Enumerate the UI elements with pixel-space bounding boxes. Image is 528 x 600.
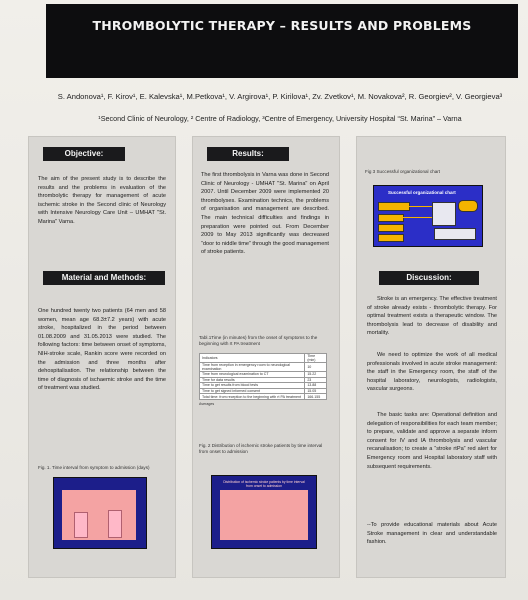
org-connector [402, 217, 432, 218]
authors-line: S. Andonova¹, F. Kirov¹, E. Kalevska¹, M.Petkova¹, V. Argirova¹, P. Kirilova¹, Zv. Zvetkov¹, M. Novakova², R. Georgiev², V. Georgieva³ [57, 92, 503, 101]
table-cell: 15.05 [305, 388, 327, 394]
table-header-cell: Indicators [200, 354, 305, 363]
org-badge [458, 200, 478, 212]
fig2-chart-title: Distribution of ischemic stroke patients by time interval from onset to admission [223, 480, 305, 488]
discussion-paragraph-2: We need to optimize the work of all medical professionals involved in acute stroke management: the staff in the Emergency room, the staff of the hospital laboratory, neurologists, radiologists, vascular surgeons. [367, 352, 497, 393]
fig1-caption: Fig. 1. Time interval from symptom to admission (days) [38, 465, 150, 470]
results-text: The first thrombolysis in Varna was done in Second Clinic of Neurology - UMHAT "St. Marina" on April 2007. Until December 2009 were implemented 20 thrombolyses. Examination technics, the problems of organisation and management are described. The main technical difficulties and findings in preparation were pointed out. From December 2009 to May 2013 significantly was decreased “door to niddle time” through the good management of stroke patients. [201, 172, 329, 256]
fig1-plot-area [62, 490, 136, 540]
table-row [200, 372, 327, 378]
methods-heading: Material and Methods: [43, 271, 165, 285]
fig3-chart-title: Successful organizational chart [388, 190, 456, 195]
table-cell: Time for data results [200, 377, 305, 383]
fig3-org-chart [373, 185, 483, 247]
column-middle [192, 136, 340, 578]
table-cell: Time to get signed informed consent [200, 388, 305, 394]
table-cell: Time to get results from blood tests [200, 383, 305, 389]
org-node [432, 202, 456, 226]
fig2-chart [211, 475, 317, 549]
results-heading: Results: [207, 147, 289, 161]
poster-title: THROMBOLYTIC THERAPY – RESULTS AND PROBLEMS [92, 18, 472, 33]
table-cell: 166.155 [305, 394, 327, 400]
table-cell: 10 [305, 363, 327, 372]
table-cell: Total time: from reception to the beginning with rt PA treatment [200, 394, 305, 400]
discussion-paragraph-1: Stroke is an emergency. The effective treatment of stroke already exists - thrombolytic therapy. For optimal treatment exists a therapeutic window. The thrombolysis lead to decrease of disability and mortality. [367, 296, 497, 337]
table-cell: 13.88 [305, 383, 327, 389]
methods-text: One hundred twenty two patients (64 men and 58 women, mean age 68.3±7.2 years) with acute stroke, hospitalized in the period between 01.08.2009 and 31.05.2013 were studied. The following factors: time between onset of symptoms, NIH-stroke scale, Rankin score were recorded on the admission and three months after dehospitalisation. The relationship between the time of diagnosis of ischaemic stroke and the time of treatment was studied. [38, 308, 166, 392]
fig3-caption: Fig 3 Successful organizational chart [365, 169, 441, 174]
table1-footnote: Averages [199, 402, 215, 406]
column-left [28, 136, 176, 578]
table-row [200, 394, 327, 400]
discussion-paragraph-3: The basic tasks are: Operational definition and delegation of responsibilities for each team member; to prepare, validate and approve a separate inform consent for IV and IA thrombolysis and vascular recanalisation; to create a “stroke rtPa” red alert for Emergency room and Hospital laboratory staff with subsequent requirements. [367, 412, 497, 470]
table-cell: Time from reception in emergency room to neurological examination [200, 363, 305, 372]
table1 [199, 353, 327, 400]
table-row [200, 363, 327, 372]
table1-caption: Tabl.1Time (in minutes) from the onset of symptoms to the beginning with rt PA treatment [199, 335, 318, 346]
table-cell: 23 [305, 377, 327, 383]
objective-text: The aim of the present study is to describe the results and the problems in evaluation of the thrombolytic therapy for management of acute ischemic stroke in the Second clinic of Neurology with Intensive Neurology Care Unit – UMHAT "St. Marina" Varna. [38, 176, 166, 225]
org-node [434, 228, 476, 240]
org-node [378, 202, 410, 211]
table-cell: Time from neurological examination to CT [200, 372, 305, 378]
table-header-cell: Time (min) [305, 354, 327, 363]
fig1-bar [74, 512, 88, 538]
table-cell: 15.22 [305, 372, 327, 378]
table-header-row [200, 354, 327, 363]
org-connector [408, 206, 432, 207]
fig2-caption: Fig. 2 Distribution of ischemic stroke patients by time interval from onset to admission [199, 443, 323, 454]
fig1-bar [108, 510, 122, 538]
org-node [378, 214, 404, 222]
discussion-paragraph-4: --To provide educational materials about Acute Stroke management in clear and understandable fashion. [367, 522, 497, 546]
fig1-chart [53, 477, 147, 549]
column-right [356, 136, 506, 578]
org-node [378, 234, 404, 242]
affiliations-line: ¹Second Clinic of Neurology, ² Centre of Radiology, ³Centre of Emergency, University Hospital “St. Marina” – Varna [98, 114, 462, 123]
discussion-heading: Discussion: [379, 271, 479, 285]
org-node [378, 224, 404, 232]
objective-heading: Objective: [43, 147, 125, 161]
fig2-plot-area [220, 490, 308, 540]
title-banner [46, 4, 518, 78]
